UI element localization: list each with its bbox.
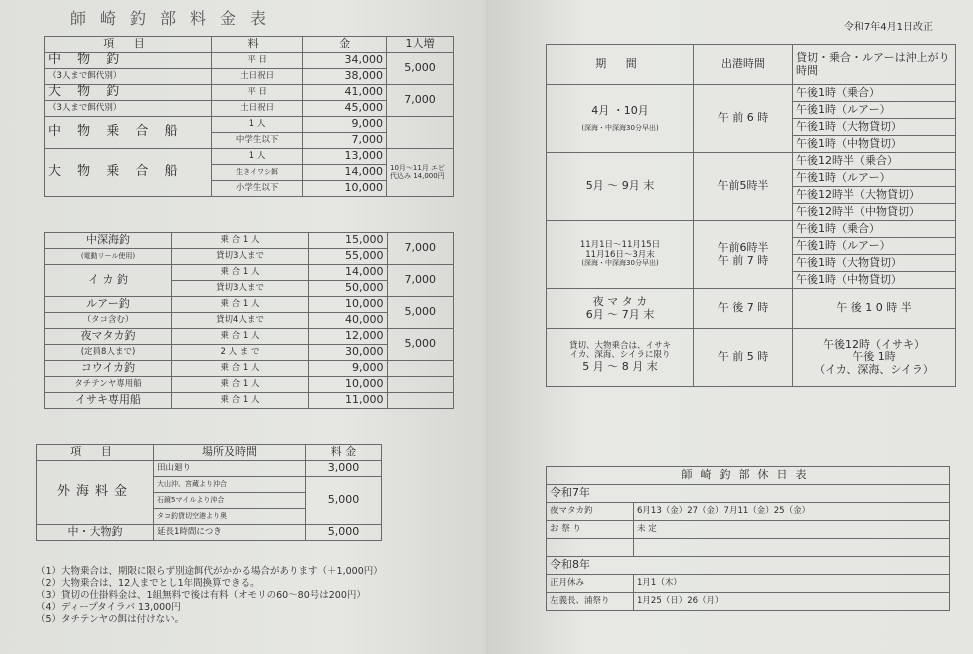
- table-row: [547, 221, 956, 238]
- fishing-sub: (電動リール使用): [45, 249, 172, 265]
- table-row: [547, 467, 950, 485]
- price-title: 師崎釣部料金表: [70, 9, 281, 28]
- boat-sub: （3人まで餌代別）: [45, 101, 212, 117]
- outer-fee: 5,000: [306, 477, 382, 525]
- extra-value: 5,000: [387, 53, 454, 85]
- table-row: [45, 149, 454, 165]
- revised-date: 令和7年4月1日改正: [843, 22, 933, 33]
- period-text: 4月 ・10月: [591, 103, 649, 117]
- boat-name: 中 物 乗 合 船: [45, 117, 212, 149]
- outer-place: 大山沖、宮蔵より沖合: [154, 477, 306, 493]
- boat-name: 大 物 釣: [45, 85, 212, 101]
- fishing-sub: （タコ含む）: [45, 313, 172, 329]
- rate-value: 10,000: [309, 377, 388, 393]
- outer-last-place: 延長1時間につき: [154, 525, 306, 541]
- departure-time2: 午 前 7 時: [717, 253, 769, 267]
- rate-value: 41,000: [303, 85, 387, 101]
- rate-value: 45,000: [303, 101, 387, 117]
- rate-value: 14,000: [309, 265, 388, 281]
- holiday-year: 令和8年: [547, 557, 950, 575]
- holiday-year: 令和7年: [547, 485, 950, 503]
- rate-value: 13,000: [303, 149, 387, 165]
- extra-value: 7,000: [387, 233, 453, 265]
- special-p3: 5 月 ～ 8 月 末: [582, 359, 658, 373]
- extra-value: 5,000: [387, 297, 453, 329]
- outer-sea-table: [36, 444, 382, 541]
- rate-value: 9,000: [303, 117, 387, 133]
- rate-value: 9,000: [309, 361, 388, 377]
- return-time: 午後1時（ルアー）: [793, 170, 956, 187]
- header-fee2: 金: [303, 37, 387, 53]
- rate-label: 貸切3人まで: [172, 281, 309, 297]
- departure-cell: [694, 221, 793, 289]
- time-header-ret: 貸切・乗合・ルアーは沖上がり時間: [793, 45, 956, 85]
- table-row: [547, 329, 956, 387]
- rate-value: 7,000: [303, 133, 387, 149]
- outer-fee: 3,000: [306, 461, 382, 477]
- return-time: 午後1時（中物貸切）: [793, 272, 956, 289]
- rate-label: 小学生以下: [212, 181, 303, 197]
- period-cell: [547, 221, 694, 289]
- outer-header-item: 項 目: [37, 445, 154, 461]
- rate-value: 15,000: [309, 233, 388, 249]
- fishing-name: コウイカ釣: [45, 361, 172, 377]
- special-departure: 午 前 5 時: [694, 329, 793, 387]
- rate-label: 1 人: [212, 117, 303, 133]
- fishing-name: イ カ 釣: [45, 265, 172, 297]
- note-item: （4）ディープタイラバ 13,000円: [36, 602, 181, 613]
- departure-time: 午前5時半: [694, 153, 793, 221]
- notes: [36, 566, 383, 626]
- rate-value: 12,000: [309, 329, 388, 345]
- table-row: [547, 85, 956, 102]
- night-return: 午 後 1 0 時 半: [793, 289, 956, 329]
- rate-label: 乗 合 1 人: [172, 361, 309, 377]
- table-row: [45, 265, 454, 281]
- holiday-value: 1月1（木）: [634, 575, 950, 593]
- time-header-dep: 出港時間: [694, 45, 793, 85]
- table-row: [45, 361, 454, 377]
- night-period2: 6月 ～ 7月 末: [585, 307, 655, 321]
- header-extra: 1人増: [387, 37, 454, 53]
- night-departure: 午 後 7 時: [694, 289, 793, 329]
- night-period: 夜 マ タ カ: [592, 295, 648, 309]
- return-time: 午後1時（ルアー）: [793, 238, 956, 255]
- holiday-label: 正月休み: [547, 575, 634, 593]
- right-page: [486, 0, 973, 654]
- return-time: 午後12時半（中物貸切）: [793, 204, 956, 221]
- outer-place: 田山廻り: [154, 461, 306, 477]
- fishing-name: 中深海釣: [45, 233, 172, 249]
- table-row: [45, 393, 454, 409]
- period-note: (深海・中深海30分早出): [581, 259, 659, 267]
- header-fee: 料: [212, 37, 303, 53]
- note-item: （1）大物乗合は、期限に限らず別途餌代がかかる場合があります（＋1,000円）: [36, 566, 383, 577]
- note-item: （3）貸切の仕掛料金は、1組無料で後は有料（オモリの60～80号は200円）: [36, 590, 366, 601]
- table-row: [547, 503, 950, 521]
- fishing-name: ルアー釣: [45, 297, 172, 313]
- table-row: [45, 233, 454, 249]
- rate-label: 2 人 ま で: [172, 345, 309, 361]
- price-header-row: [45, 37, 454, 53]
- table-row: [547, 289, 956, 329]
- rate-label: 乗 合 1 人: [172, 297, 309, 313]
- fishing-sub: (定員8人まで): [45, 345, 172, 361]
- departure-time-table: [546, 44, 956, 387]
- period-note: (深海・中深海30分早出): [581, 123, 659, 132]
- table-row: [45, 297, 454, 313]
- special-p2: イカ、深海、シイラに限り: [569, 350, 671, 361]
- holiday-title: 師崎釣部休日表: [547, 467, 950, 485]
- rate-label: 乗 合 1 人: [172, 233, 309, 249]
- table-row: [45, 53, 454, 69]
- departure-time: 午前6時半: [717, 241, 769, 255]
- table-row: [547, 575, 950, 593]
- rate-label: 平 日: [212, 53, 303, 69]
- rate-label: 乗 合 1 人: [172, 377, 309, 393]
- note-item: （2）大物乗合は、12人までとし1年間換算できる。: [36, 578, 260, 589]
- table-row: [547, 539, 950, 557]
- period-text2: 11月16日～3月末: [585, 249, 655, 260]
- return-time: 午後1時（中物貸切）: [793, 136, 956, 153]
- table-row: [45, 85, 454, 101]
- period-cell: [547, 85, 694, 153]
- outer-header-place: 場所及時間: [154, 445, 306, 461]
- table-row: [547, 557, 950, 575]
- rate-value: 10,000: [303, 181, 387, 197]
- rate-label: 中学生以下: [212, 133, 303, 149]
- return-time: 午後1時（大物貸切）: [793, 119, 956, 136]
- rate-label: 乗 合 1 人: [172, 393, 309, 409]
- outer-header-fee: 料 金: [306, 445, 382, 461]
- rate-label: 生きイワシ餌: [212, 165, 303, 181]
- holiday-value: 1月25（日）26（月）: [634, 593, 950, 611]
- fishing-name: 夜マタカ釣: [45, 329, 172, 345]
- return-time: 午後1時（乗合）: [793, 85, 956, 102]
- special-r3: （イカ、深海、シイラ）: [814, 362, 934, 376]
- rate-label: 貸切4人まで: [172, 313, 309, 329]
- table-row: [37, 525, 382, 541]
- table-row: [547, 521, 950, 539]
- period-text: 5月 ～ 9月 末: [547, 153, 694, 221]
- time-header-period: 期 間: [547, 45, 694, 85]
- boat-name: 中 物 釣: [45, 53, 212, 69]
- rate-label: 土日祝日: [212, 69, 303, 85]
- rate-value: 11,000: [309, 393, 388, 409]
- outer-last-fee: 5,000: [306, 525, 382, 541]
- table-row: [547, 45, 956, 85]
- return-time: 午後12時半（乗合）: [793, 153, 956, 170]
- period-text: 11月1日～11月15日: [579, 240, 661, 251]
- fishing-name: イサキ専用船: [45, 393, 172, 409]
- table-row: [547, 593, 950, 611]
- special-return-cell: [793, 329, 956, 387]
- rate-label: 乗 合 1 人: [172, 265, 309, 281]
- special-r1: 午後12時（イサキ）: [823, 338, 925, 352]
- holiday-label: 左義長、浦祭り: [547, 593, 634, 611]
- table-row: [37, 445, 382, 461]
- note-item: （5）タチテンヤの餌は付けない。: [36, 614, 185, 625]
- rate-value: 34,000: [303, 53, 387, 69]
- rate-label: 平 日: [212, 85, 303, 101]
- extra-value: 7,000: [387, 265, 453, 297]
- special-p1: 貸切、大物乗合は、イサキ: [568, 341, 671, 352]
- table-row: [45, 377, 454, 393]
- table-row: [45, 117, 454, 133]
- fishing-name: タチテンヤ専用船: [45, 377, 172, 393]
- rate-value: 14,000: [303, 165, 387, 181]
- return-time: 午後12時半（大物貸切）: [793, 187, 956, 204]
- return-time: 午後1時（乗合）: [793, 221, 956, 238]
- left-page: [0, 0, 486, 654]
- rate-value: 55,000: [309, 249, 388, 265]
- rate-value: 40,000: [309, 313, 388, 329]
- omono-note: 10月～11月 エビ代込み 14,000円: [387, 149, 454, 197]
- rate-value: 10,000: [309, 297, 388, 313]
- rate-label: 土日祝日: [212, 101, 303, 117]
- outer-last-label: 中・大物釣: [37, 525, 154, 541]
- outer-place: タコ釣貸切空港より奥: [154, 509, 306, 525]
- holiday-label: お 祭 り: [547, 521, 634, 539]
- holiday-label: 夜マタカ釣: [547, 503, 634, 521]
- outer-label: 外海料金: [37, 461, 154, 525]
- price-table: [44, 36, 454, 197]
- rate-label: 貸切3人まで: [172, 249, 309, 265]
- night-period-cell: [547, 289, 694, 329]
- rate-value: 30,000: [309, 345, 388, 361]
- return-time: 午後1時（ルアー）: [793, 102, 956, 119]
- rate-value: 38,000: [303, 69, 387, 85]
- table-row: [37, 461, 382, 477]
- rate-label: 1 人: [212, 149, 303, 165]
- table-row: [45, 329, 454, 345]
- outer-place: 石鏡5マイルより沖合: [154, 493, 306, 509]
- holiday-value: 未 定: [634, 521, 950, 539]
- extra-value: 7,000: [387, 85, 454, 117]
- holiday-value: 6月13（金）27（金）7月11（金）25（金）: [634, 503, 950, 521]
- table-row: [547, 485, 950, 503]
- fishing-table: [44, 232, 454, 409]
- extra-value: 5,000: [387, 329, 453, 361]
- rate-label: 乗 合 1 人: [172, 329, 309, 345]
- return-time: 午後1時（大物貸切）: [793, 255, 956, 272]
- special-period-cell: [547, 329, 694, 387]
- boat-sub: （3人まで餌代別）: [45, 69, 212, 85]
- table-row: [547, 153, 956, 170]
- holiday-table: [546, 466, 950, 611]
- special-r2: 午後 1時: [852, 350, 896, 364]
- rate-value: 50,000: [309, 281, 388, 297]
- boat-name: 大 物 乗 合 船: [45, 149, 212, 197]
- header-item: 項 目: [45, 37, 212, 53]
- departure-time: 午 前 6 時: [694, 85, 793, 153]
